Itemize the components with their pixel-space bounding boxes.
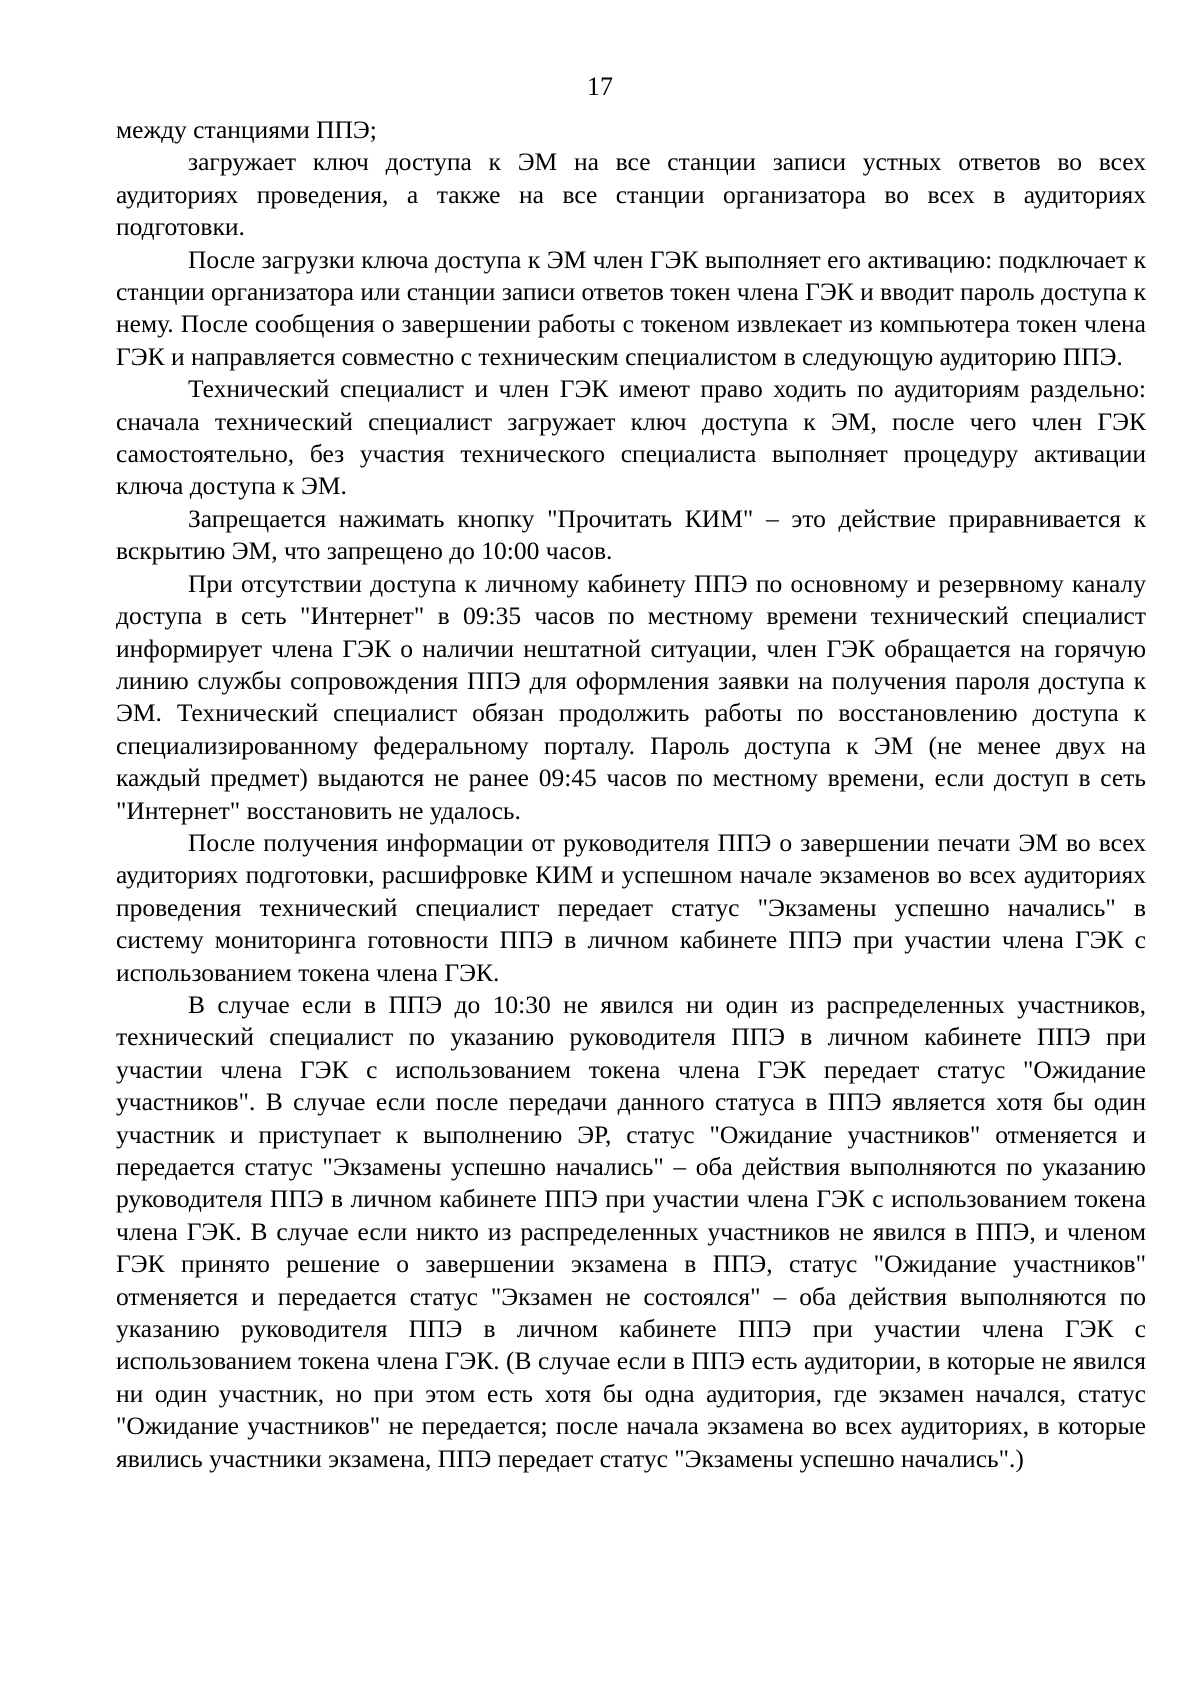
paragraph-waiting-participants: В случае если в ППЭ до 10:30 не явился ни один из распределенных участников, технический специалист по указанию руководителя ППЭ в личном кабинете ППЭ при участии члена ГЭК с использованием токена члена ГЭК передает статус "Ожидание участников". В случае если после передачи данного статуса в ППЭ является хотя бы один участник и приступает к выполнению ЭР, статус "Ожидание участников" отменяется и передается статус "Экзамены успешно начались" – оба действия выполняются по указанию руководителя ППЭ в личном кабинете ППЭ при участии члена ГЭК с использованием токена члена ГЭК. В случае если никто из распределенных участников не явился в ППЭ, и членом ГЭК принято решение о завершении экзамена в ППЭ, статус "Ожидание участников" отменяется и передается статус "Экзамен не состоялся" – оба действия выполняются по указанию руководителя ППЭ в личном кабинете ППЭ при участии члена ГЭК с использованием токена члена ГЭК. (В случае если в ППЭ есть аудитории, в которые не явился ни один участник, но при этом есть хотя бы одна аудитория, где экзамен начался, статус "Ожидание участников" не передается; после начала экзамена во всех аудиториях, в которые явились участники экзамена, ППЭ передает статус "Экзамены успешно начались".) xyxy=(116,989,1146,1473)
paragraph-key-activation: После загрузки ключа доступа к ЭМ член ГЭК выполняет его активацию: подключает к станции организатора или станции записи ответов токен члена ГЭК и вводит пароль доступа к нему. После сообщения о завершении работы с токеном извлекает из компьютера токен члена ГЭК и направляется совместно с техническим специалистом в следующую аудиторию ППЭ. xyxy=(116,244,1146,371)
paragraph-exams-started-status: После получения информации от руководителя ППЭ о завершении печати ЭМ во всех аудиториях подготовки, расшифровке КИМ и успешном начале экзаменов во всех аудиториях проведения технический специалист передает статус "Экзамены успешно начались" в систему мониторинга готовности ППЭ в личном кабинете ППЭ при участии члена ГЭК с использованием токена члена ГЭК. xyxy=(116,827,1146,987)
paragraph-key-loading: загружает ключ доступа к ЭМ на все станции записи устных ответов во всех аудиториях проведения, а также на все станции организатора во всех в аудиториях подготовки. xyxy=(116,147,1146,242)
paragraph-continuation: между станциями ППЭ; xyxy=(116,115,377,144)
document-body xyxy=(116,114,1146,1475)
paragraph-no-internet-access: При отсутствии доступа к личному кабинету ППЭ по основному и резервному каналу доступа в сеть "Интернет" в 09:35 часов по местному времени технический специалист информирует члена ГЭК о наличии нештатной ситуации, член ГЭК обращается на горячую линию службы сопровождения ППЭ для оформления заявки на получения пароля доступа к ЭМ. Технический специалист обязан продолжить работы по восстановлению доступа к специализированному федеральному порталу. Пароль доступа к ЭМ (не менее двух на каждый предмет) выдаются не ранее 09:45 часов по местному времени, если доступ в сеть "Интернет" восстановить не удалось. xyxy=(116,568,1146,825)
paragraph-separate-rounds: Технический специалист и член ГЭК имеют право ходить по аудиториям раздельно: сначала технический специалист загружает ключ доступа к ЭМ, после чего член ГЭК самостоятельно, без участия технического специалиста выполняет процедуру активации ключа доступа к ЭМ. xyxy=(116,374,1146,501)
page-number: 17 xyxy=(587,72,613,101)
paragraph-read-kim-prohibition: Запрещается нажимать кнопку "Прочитать КИМ" – это действие приравнивается к вскрытию ЭМ, что запрещено до 10:00 часов. xyxy=(116,503,1146,566)
